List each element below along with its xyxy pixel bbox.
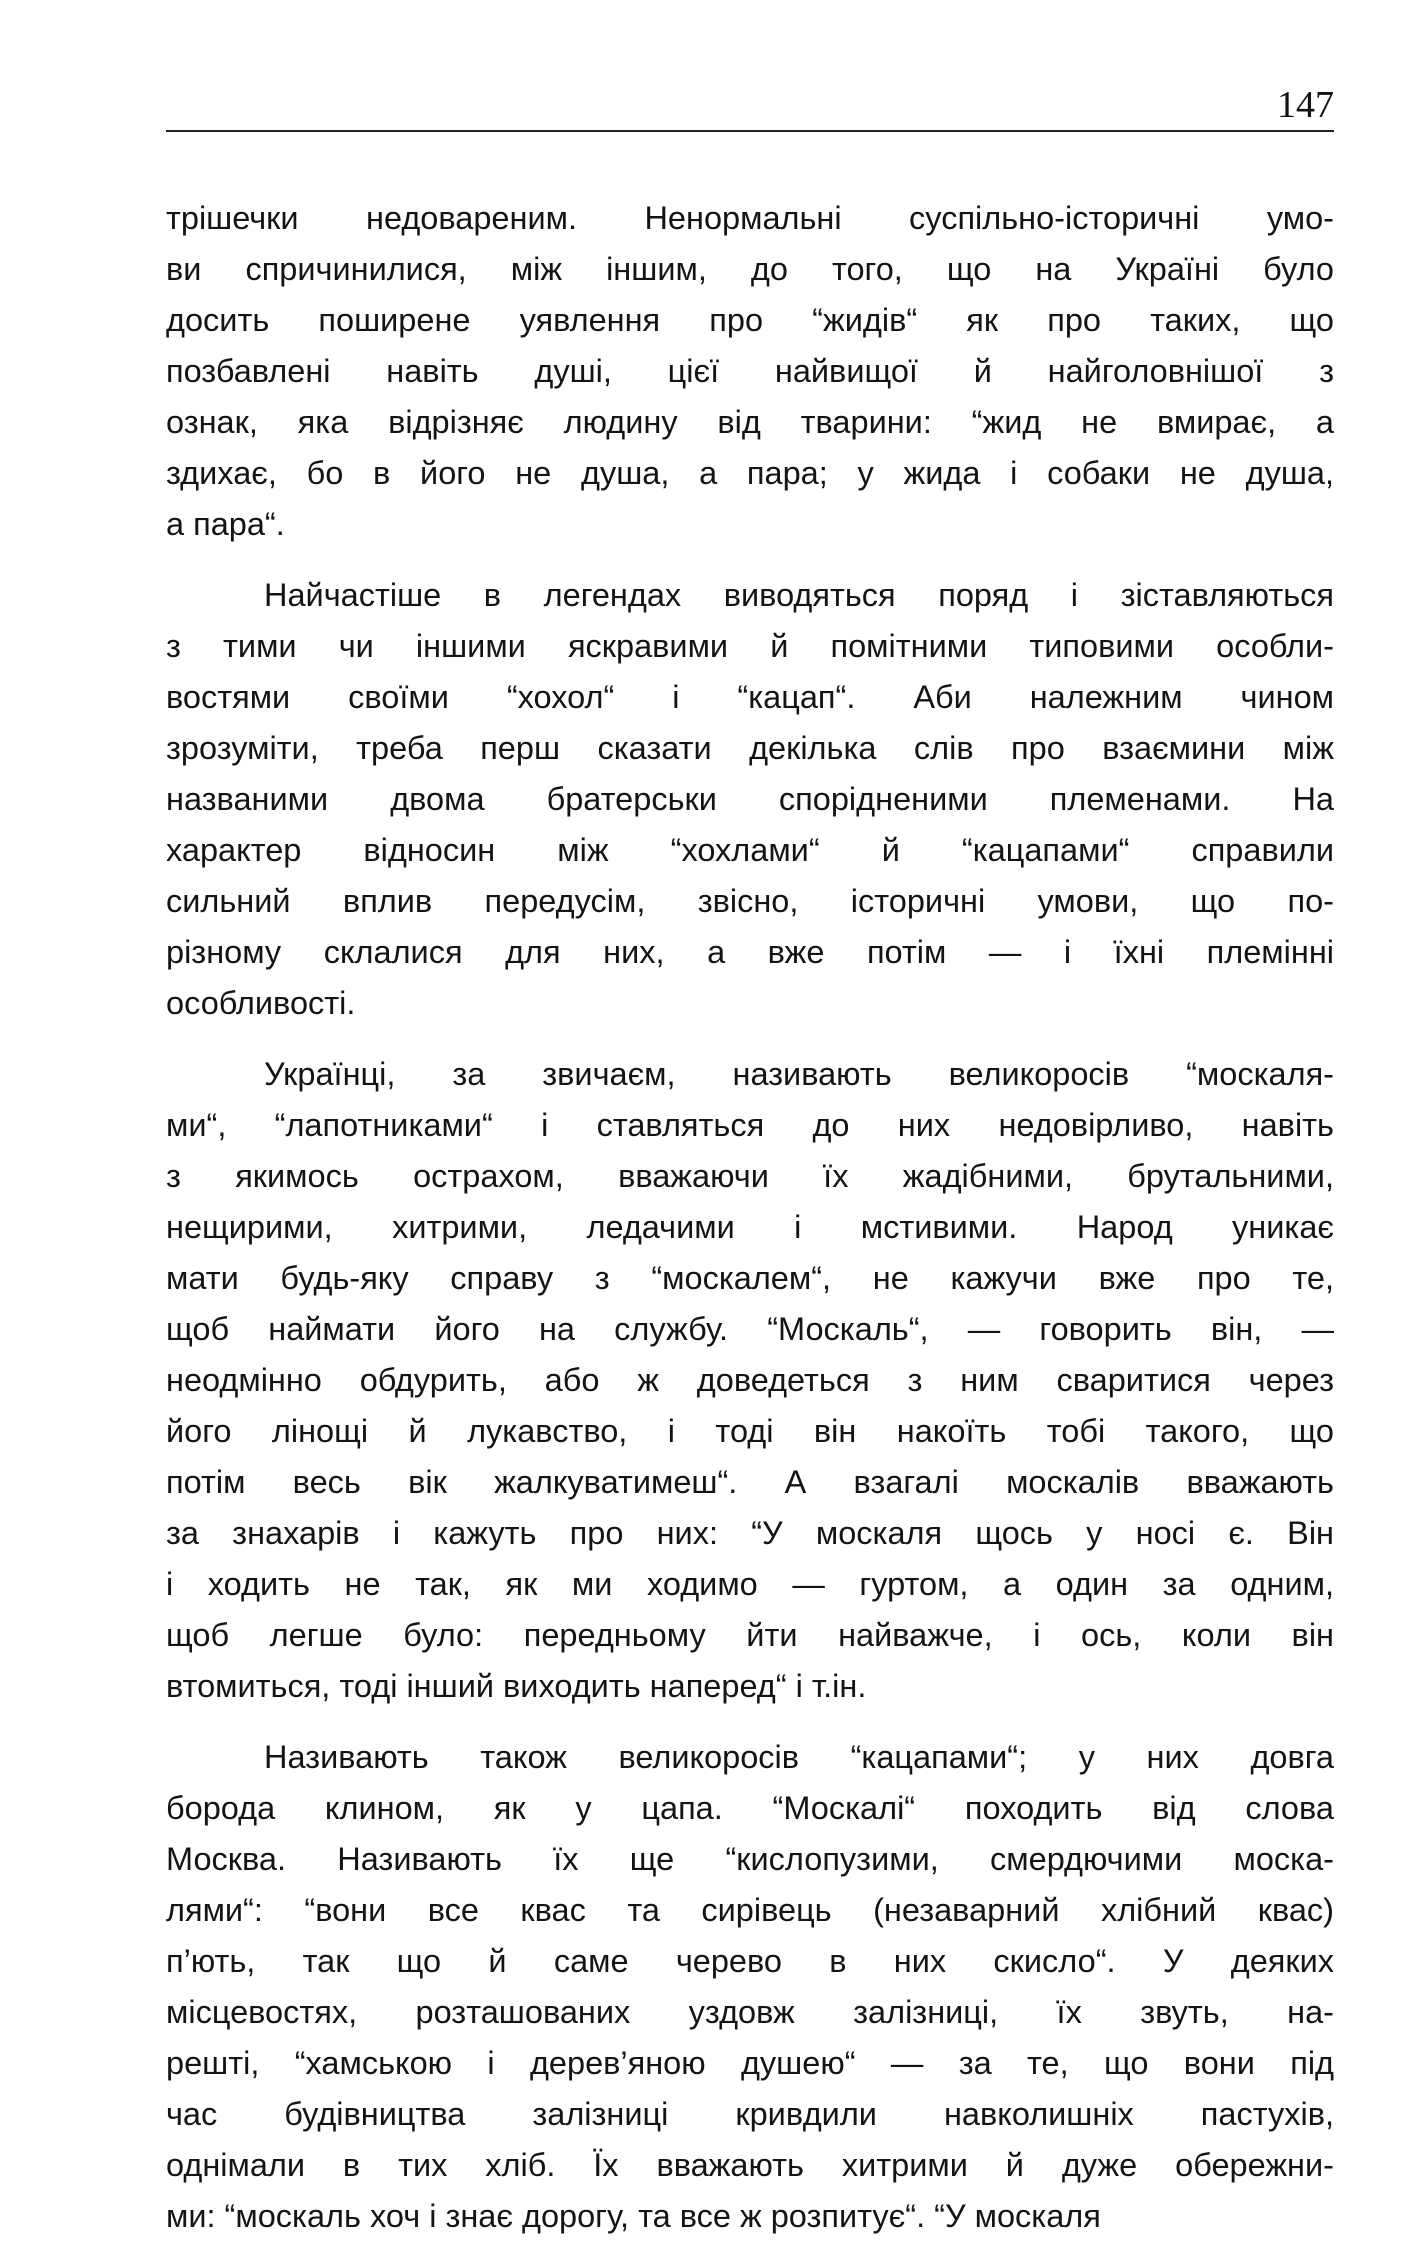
text-line: особливості. — [166, 985, 356, 1021]
text-line: різному склалися для них, а вже потім — і їхні племінні — [166, 934, 1334, 970]
text-line: зрозуміти, треба перш сказати декілька слів про взаємини між — [166, 730, 1334, 766]
body-text — [166, 193, 1334, 2262]
text-line: востями своїми “хохол“ і “кацап“. Аби належним чином — [166, 679, 1334, 715]
text-line: щоб наймати його на службу. “Москаль“, — говорить він, — — [166, 1311, 1334, 1347]
text-line: однімали в тих хліб. Їх вважають хитрими й дуже обережни- — [166, 2147, 1334, 2183]
text-line: нещирими, хитрими, ледачими і мстивими. Народ уникає — [166, 1209, 1334, 1245]
text-line: Називають також великоросів “кацапами“; у них довга — [264, 1739, 1334, 1775]
text-line: його лінощі й лукавство, і тоді він накоїть тобі такого, що — [166, 1413, 1334, 1449]
text-line: здихає, бо в його не душа, а пара; у жида і собаки не душа, — [166, 455, 1334, 491]
text-line: неодмінно обдурить, або ж доведеться з ним сваритися через — [166, 1362, 1334, 1398]
text-line: мати будь-яку справу з “москалем“, не кажучи вже про те, — [166, 1260, 1334, 1296]
text-line: з тими чи іншими яскравими й помітними типовими особли- — [166, 628, 1334, 664]
text-line: п’ють, так що й саме черево в них скисло“. У деяких — [166, 1943, 1334, 1979]
text-line: потім весь вік жалкуватимеш“. А взагалі москалів вважають — [166, 1464, 1334, 1500]
text-line: названими двома братерськи спорідненими племенами. На — [166, 781, 1334, 817]
text-line: втомиться, тоді інший виходить наперед“ і т.ін. — [166, 1668, 867, 1704]
text-line: ми“, “лапотниками“ і ставляться до них недовірливо, навіть — [166, 1107, 1334, 1143]
text-line: час будівництва залізниці кривдили навколишніх пастухів, — [166, 2096, 1334, 2132]
text-line: борода клином, як у цапа. “Москалі“ походить від слова — [166, 1790, 1334, 1826]
page-header — [166, 78, 1334, 130]
header-rule — [166, 130, 1334, 132]
page-number: 147 — [1277, 84, 1334, 126]
text-line: за знахарів і кажуть про них: “У москаля щось у носі є. Він — [166, 1515, 1334, 1551]
text-line: досить поширене уявлення про “жидів“ як про таких, що — [166, 302, 1334, 338]
text-line: і ходить не так, як ми ходимо — гуртом, а один за одним, — [166, 1566, 1334, 1602]
paragraph — [166, 1732, 1334, 2242]
text-line: Найчастіше в легендах виводяться поряд і зіставляються — [264, 577, 1334, 613]
text-line: позбавлені навіть душі, цієї найвищої й найголовнішої з — [166, 353, 1334, 389]
paragraph — [166, 570, 1334, 1029]
text-line: ми: “москаль хоч і знає дорогу, та все ж розпитує“. “У москаля — [166, 2198, 1101, 2234]
paragraph — [166, 193, 1334, 550]
text-line: ознак, яка відрізняє людину від тварини: “жид не вмирає, а — [166, 404, 1334, 440]
paragraph — [166, 1049, 1334, 1712]
text-line: характер відносин між “хохлами“ й “кацапами“ справили — [166, 832, 1334, 868]
text-line: трішечки недовареним. Ненормальні суспільно-історичні умо- — [166, 200, 1334, 236]
text-line: а пара“. — [166, 506, 285, 542]
text-line: ви спричинилися, між іншим, до того, що на Україні було — [166, 251, 1334, 287]
text-line: лями“: “вони все квас та сирівець (незаварний хлібний квас) — [166, 1892, 1334, 1928]
text-line: Москва. Називають їх ще “кислопузими, смердючими моска- — [166, 1841, 1334, 1877]
text-line: решті, “хамською і дерев’яною душею“ — за те, що вони під — [166, 2045, 1334, 2081]
text-line: Українці, за звичаєм, називають великоросів “москаля- — [264, 1056, 1334, 1092]
text-line: місцевостях, розташованих уздовж залізниці, їх звуть, на- — [166, 1994, 1334, 2030]
text-line: з якимось острахом, вважаючи їх жадібними, брутальними, — [166, 1158, 1334, 1194]
text-line: сильний вплив передусім, звісно, історичні умови, що по- — [166, 883, 1334, 919]
text-line: щоб легше було: передньому йти найважче, і ось, коли він — [166, 1617, 1334, 1653]
